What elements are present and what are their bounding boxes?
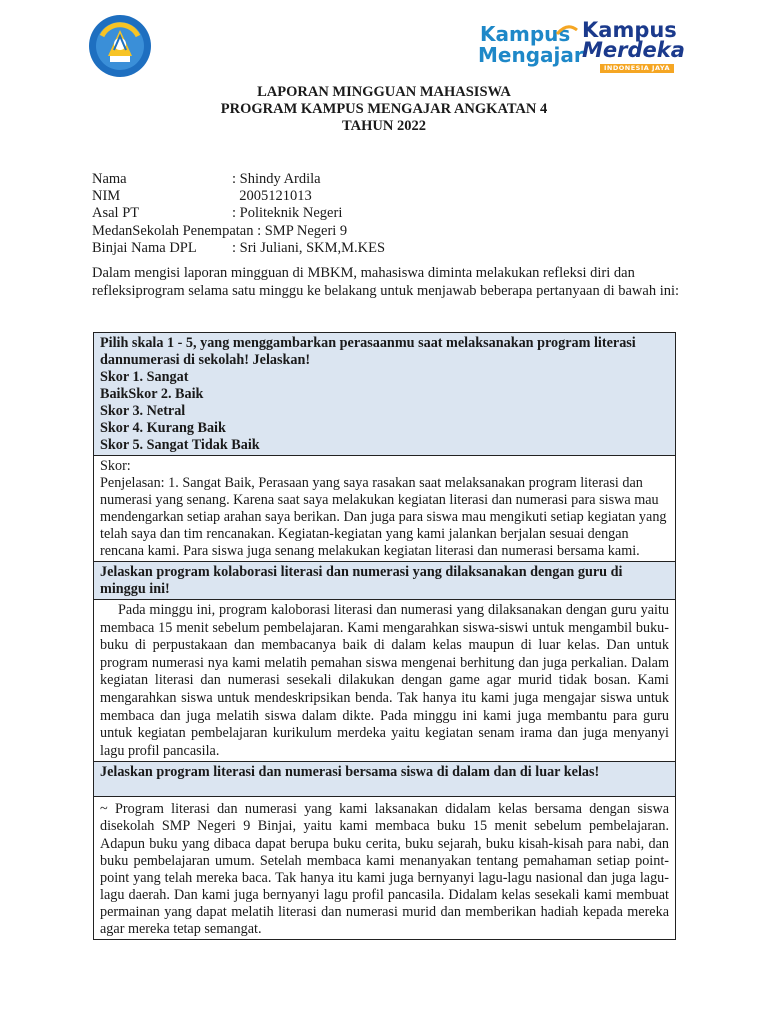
identity-label: NIM [92, 188, 121, 205]
answer-2-text: Pada minggu ini, program kaloborasi literasi dan numerasi yang dilaksanakan dengan guru yaitu membaca 15 menit sebelum pembelajaran. Kami mengarahkan siswa-siswi untuk mengambil buku-buku di perpustakaan dan membacanya baik di dalam kelas maupun di luar kelas. Dan untuk program numerasi nya kami melatih pemahan siswa mengenai berhitung dan juga perkalian. Dalam kegiatan literasi dan numerasi sesekali dilakukan dengan game agar murid tidak bosan. Kami mengarahkan siswa untuk mendeskripsikan benda. Tak hanya itu kami juga mengajar siswa untuk membaca dan juga melatih siswa dalam dikte. Pada minggu ini kami juga membantu para guru untuk kegiatan pembelajaran kurikulum merdeka yaitu kegiatan senam irama dan juga menyanyi lagu profil pancasila. [100, 602, 669, 759]
answer-2 [94, 600, 675, 762]
answer-3: ~ Program literasi dan numerasi yang kami laksanakan didalam kelas bersama dengan siswa disekolah SMP Negeri 9 Binjai, yaitu kami membaca buku 15 menit sebelum pembelajaran. Adapun buku yang dibaca dapat berupa buku cerita, buku sejarah, buku kisah-kisah para nabi, dan buku pembelajaran umum. Setelah membaca kami menanyakan tentang pemahaman setiap point-point yang telah mereka baca. Tak hanya itu kami juga bernyanyi lagu-lagu nasional dan juga lagu-lagu daerah. Dan kami juga bernyanyi lagu profil pancasila. Didalam kelas sesekali kami membuat permainan yang dapat melatih literasi dan numerasi murid dan memberikan hadiah kepada mereka agar mereka tetap semangat. [100, 801, 669, 937]
kampus-merdeka-tagline: INDONESIA JAYA [600, 64, 674, 73]
kampus-mengajar-swoosh-icon [556, 24, 578, 36]
title-line-1: LAPORAN MINGGUAN MAHASISWA [257, 84, 511, 100]
report-title [0, 84, 768, 135]
answer-1: Skor: Penjelasan: 1. Sangat Baik, Perasaan yang saya rasakan saat melaksanakan program literasi dan numerasi yang senang. Karena saat saya melakukan kegiatan literasi dan numerasi para siswa mau mendengarkan setiap arahan saya berikan. Dan juga para siswa mau mengikuti setiap kegiatan yang telah saya dan tim rencanakan. Kegiatan-kegiatan yang kami jalankan berjalan sesuai dengan rencana kami. Para siswa juga senang melakukan kegiatan literasi dan numerasi bersama kami. [94, 456, 675, 562]
identity-value: : Shindy Ardila [232, 171, 321, 187]
identity-label: Nama [92, 171, 127, 187]
identity-value: : Politeknik Negeri [232, 205, 343, 222]
reflection-table [93, 332, 676, 940]
question-2: Jelaskan program kolaborasi literasi dan numerasi yang dilaksanakan dengan guru di minggu ini! [94, 562, 675, 600]
question-1: Pilih skala 1 - 5, yang menggambarkan perasaanmu saat melaksanakan program literasi dannumerasi di sekolah! Jelaskan! Skor 1. Sangat BaikSkor 2. Baik Skor 3. Netral Skor 4. Kurang Baik Skor 5. Sangat Tidak Baik [94, 333, 675, 456]
kampus-mengajar-line1: Kampus [480, 22, 571, 46]
kampus-mengajar-line2: Mengajar [478, 43, 584, 67]
identity-label: MedanSekolah Penempatan : SMP Negeri 9 [92, 222, 348, 239]
identity-label: Asal PT [92, 205, 140, 222]
identity-label: Binjai Nama DPL [92, 239, 197, 256]
title-line-2: PROGRAM KAMPUS MENGAJAR ANGKATAN 4 [220, 101, 548, 117]
identity-value: 2005121013 [232, 188, 312, 205]
identity-value: : Sri Juliani, SKM,M.KES [232, 239, 386, 256]
intro-paragraph: Dalam mengisi laporan mingguan di MBKM, mahasiswa diminta melakukan refleksi diri dan refleksiprogram selama satu minggu ke belakang untuk menjawab beberapa pertanyaan di bawah ini: [92, 265, 680, 299]
tut-wuri-handayani-logo [88, 14, 152, 78]
question-3: Jelaskan program literasi dan numerasi bersama siswa di dalam dan di luar kelas! [94, 762, 675, 797]
title-line-3: TAHUN 2022 [342, 118, 426, 134]
kampus-merdeka-line2: Merdeka [582, 38, 685, 62]
kampus-logos [478, 18, 685, 74]
kampus-merdeka-line1: Kampus [582, 18, 677, 42]
